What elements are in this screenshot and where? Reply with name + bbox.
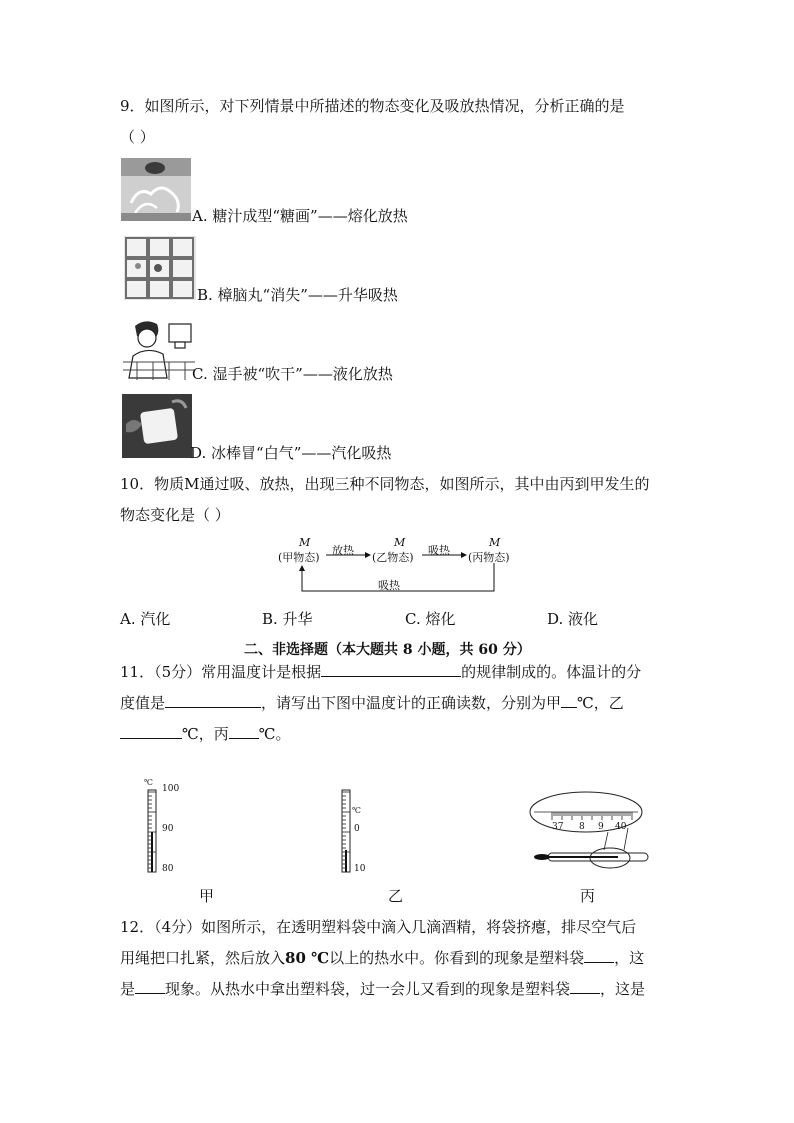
thermometer-bing-tick-9: 9	[598, 822, 604, 832]
q12-line3	[120, 979, 645, 999]
q9-option-d: D. 冰棒冒“白气”——汽化吸热	[190, 444, 392, 462]
q12-line3-mid: 现象。从热水中拿出塑料袋，过一会儿又看到的现象是塑料袋	[165, 980, 571, 998]
q12-blank-1[interactable]	[584, 948, 614, 963]
q10-option-b: B. 升华	[262, 610, 313, 628]
q9-option-c: C. 湿手被“吹干”——液化放热	[192, 365, 393, 383]
q9-answer-bracket: （ ）	[120, 128, 155, 146]
sugar-painting-photo	[121, 158, 191, 221]
caption-bing: 丙	[580, 887, 596, 905]
thermometer-yi-0: 0	[354, 824, 360, 834]
thermometer-yi	[336, 782, 396, 878]
q12-line1: 12．（4分）如图所示，在透明塑料袋中滴入几滴酒精，将袋挤瘪，排尽空气后	[120, 918, 637, 936]
q12-line2-end: ，这	[614, 949, 645, 967]
caption-jia: 甲	[199, 887, 215, 905]
q11-blank-yi[interactable]	[120, 724, 182, 739]
q11-line3	[120, 724, 291, 744]
diagram-arrows	[270, 534, 510, 596]
thermometer-jia-90: 90	[162, 824, 174, 834]
q11-blank-principle[interactable]	[321, 662, 461, 677]
q11-line2-start: 度值是	[120, 694, 166, 712]
ice-steam-photo	[122, 394, 192, 458]
q9-stem: 9．如图所示，对下列情景中所描述的物态变化及吸放热情况，分析正确的是	[120, 97, 625, 115]
q12-temperature: 80 ℃	[285, 949, 330, 967]
q11-line2	[120, 693, 624, 713]
q9-option-b: B. 樟脑丸“消失”——升华吸热	[197, 286, 398, 304]
m-label-1: M	[299, 536, 311, 549]
m-label-2: M	[394, 536, 406, 549]
q9-option-a: A. 糖汁成型“糖画”——熔化放热	[192, 207, 408, 225]
thermometer-yi-10: 10	[354, 864, 366, 874]
q11-line1-start: 11．（5分）常用温度计是根据	[120, 663, 322, 681]
thermometer-bing-tick-40: 40	[615, 822, 627, 832]
q12-blank-3[interactable]	[570, 979, 600, 994]
state-yi: (乙物态)	[372, 551, 414, 564]
q12-line3-end: ，这是	[600, 980, 646, 998]
q12-line3-start: 是	[120, 980, 136, 998]
thermometer-yi-unit: ℃	[352, 806, 361, 815]
q11-blank-division[interactable]	[165, 693, 261, 708]
thermometer-jia	[140, 778, 200, 878]
thermometer-jia-80: 80	[162, 864, 174, 874]
q12-blank-2[interactable]	[135, 979, 165, 994]
q12-line2	[120, 948, 644, 968]
m-label-3: M	[489, 536, 501, 549]
q12-line2-start: 用绳把口扎紧，然后放入	[120, 949, 286, 967]
section-heading: 二、非选择题（本大题共 8 小题，共 60 分）	[244, 642, 531, 658]
caption-yi: 乙	[388, 887, 404, 905]
q11-line1-end: 的规律制成的。体温计的分	[461, 663, 642, 681]
q11-blank-jia[interactable]	[561, 693, 577, 708]
q11-line2-end: ℃，乙	[577, 694, 624, 712]
q10-option-d: D. 液化	[547, 610, 599, 628]
arrow-label-absorb-heat-2: 吸热	[378, 579, 400, 592]
thermometer-jia-unit: ℃	[144, 778, 153, 787]
arrow-label-absorb-heat-1: 吸热	[428, 544, 450, 557]
q12-line2-mid: 以上的热水中。你看到的现象是塑料袋	[329, 949, 585, 967]
q11-line1	[120, 662, 641, 682]
thermometer-bing-drawing	[528, 790, 654, 874]
state-jia: (甲物态)	[278, 551, 320, 564]
arrow-label-release-heat: 放热	[332, 544, 354, 557]
state-bing: (丙物态)	[468, 551, 510, 564]
thermometer-yi-scale	[336, 782, 396, 878]
hand-dryer-illustration	[123, 316, 195, 380]
thermometer-bing-tick-37: 37	[552, 822, 564, 832]
q10-option-a: A. 汽化	[120, 610, 171, 628]
camphor-balls-photo	[124, 236, 196, 300]
q10-option-c: C. 熔化	[405, 610, 456, 628]
thermometer-jia-100: 100	[162, 784, 180, 794]
thermometer-bing	[528, 790, 654, 874]
q11-blank-bing[interactable]	[229, 724, 259, 739]
state-change-diagram	[270, 534, 510, 596]
thermometer-bing-tick-8: 8	[579, 822, 585, 832]
q11-line2-mid: ，请写出下图中温度计的正确读数，分别为甲	[261, 694, 562, 712]
q10-stem-line2: 物态变化是（ ）	[120, 506, 230, 524]
q10-stem-line1: 10．物质M通过吸、放热，出现三种不同物态，如图所示，其中由丙到甲发生的	[120, 475, 650, 493]
q11-line3-mid: ℃，丙	[182, 725, 229, 743]
q11-line3-end: ℃。	[258, 725, 291, 743]
